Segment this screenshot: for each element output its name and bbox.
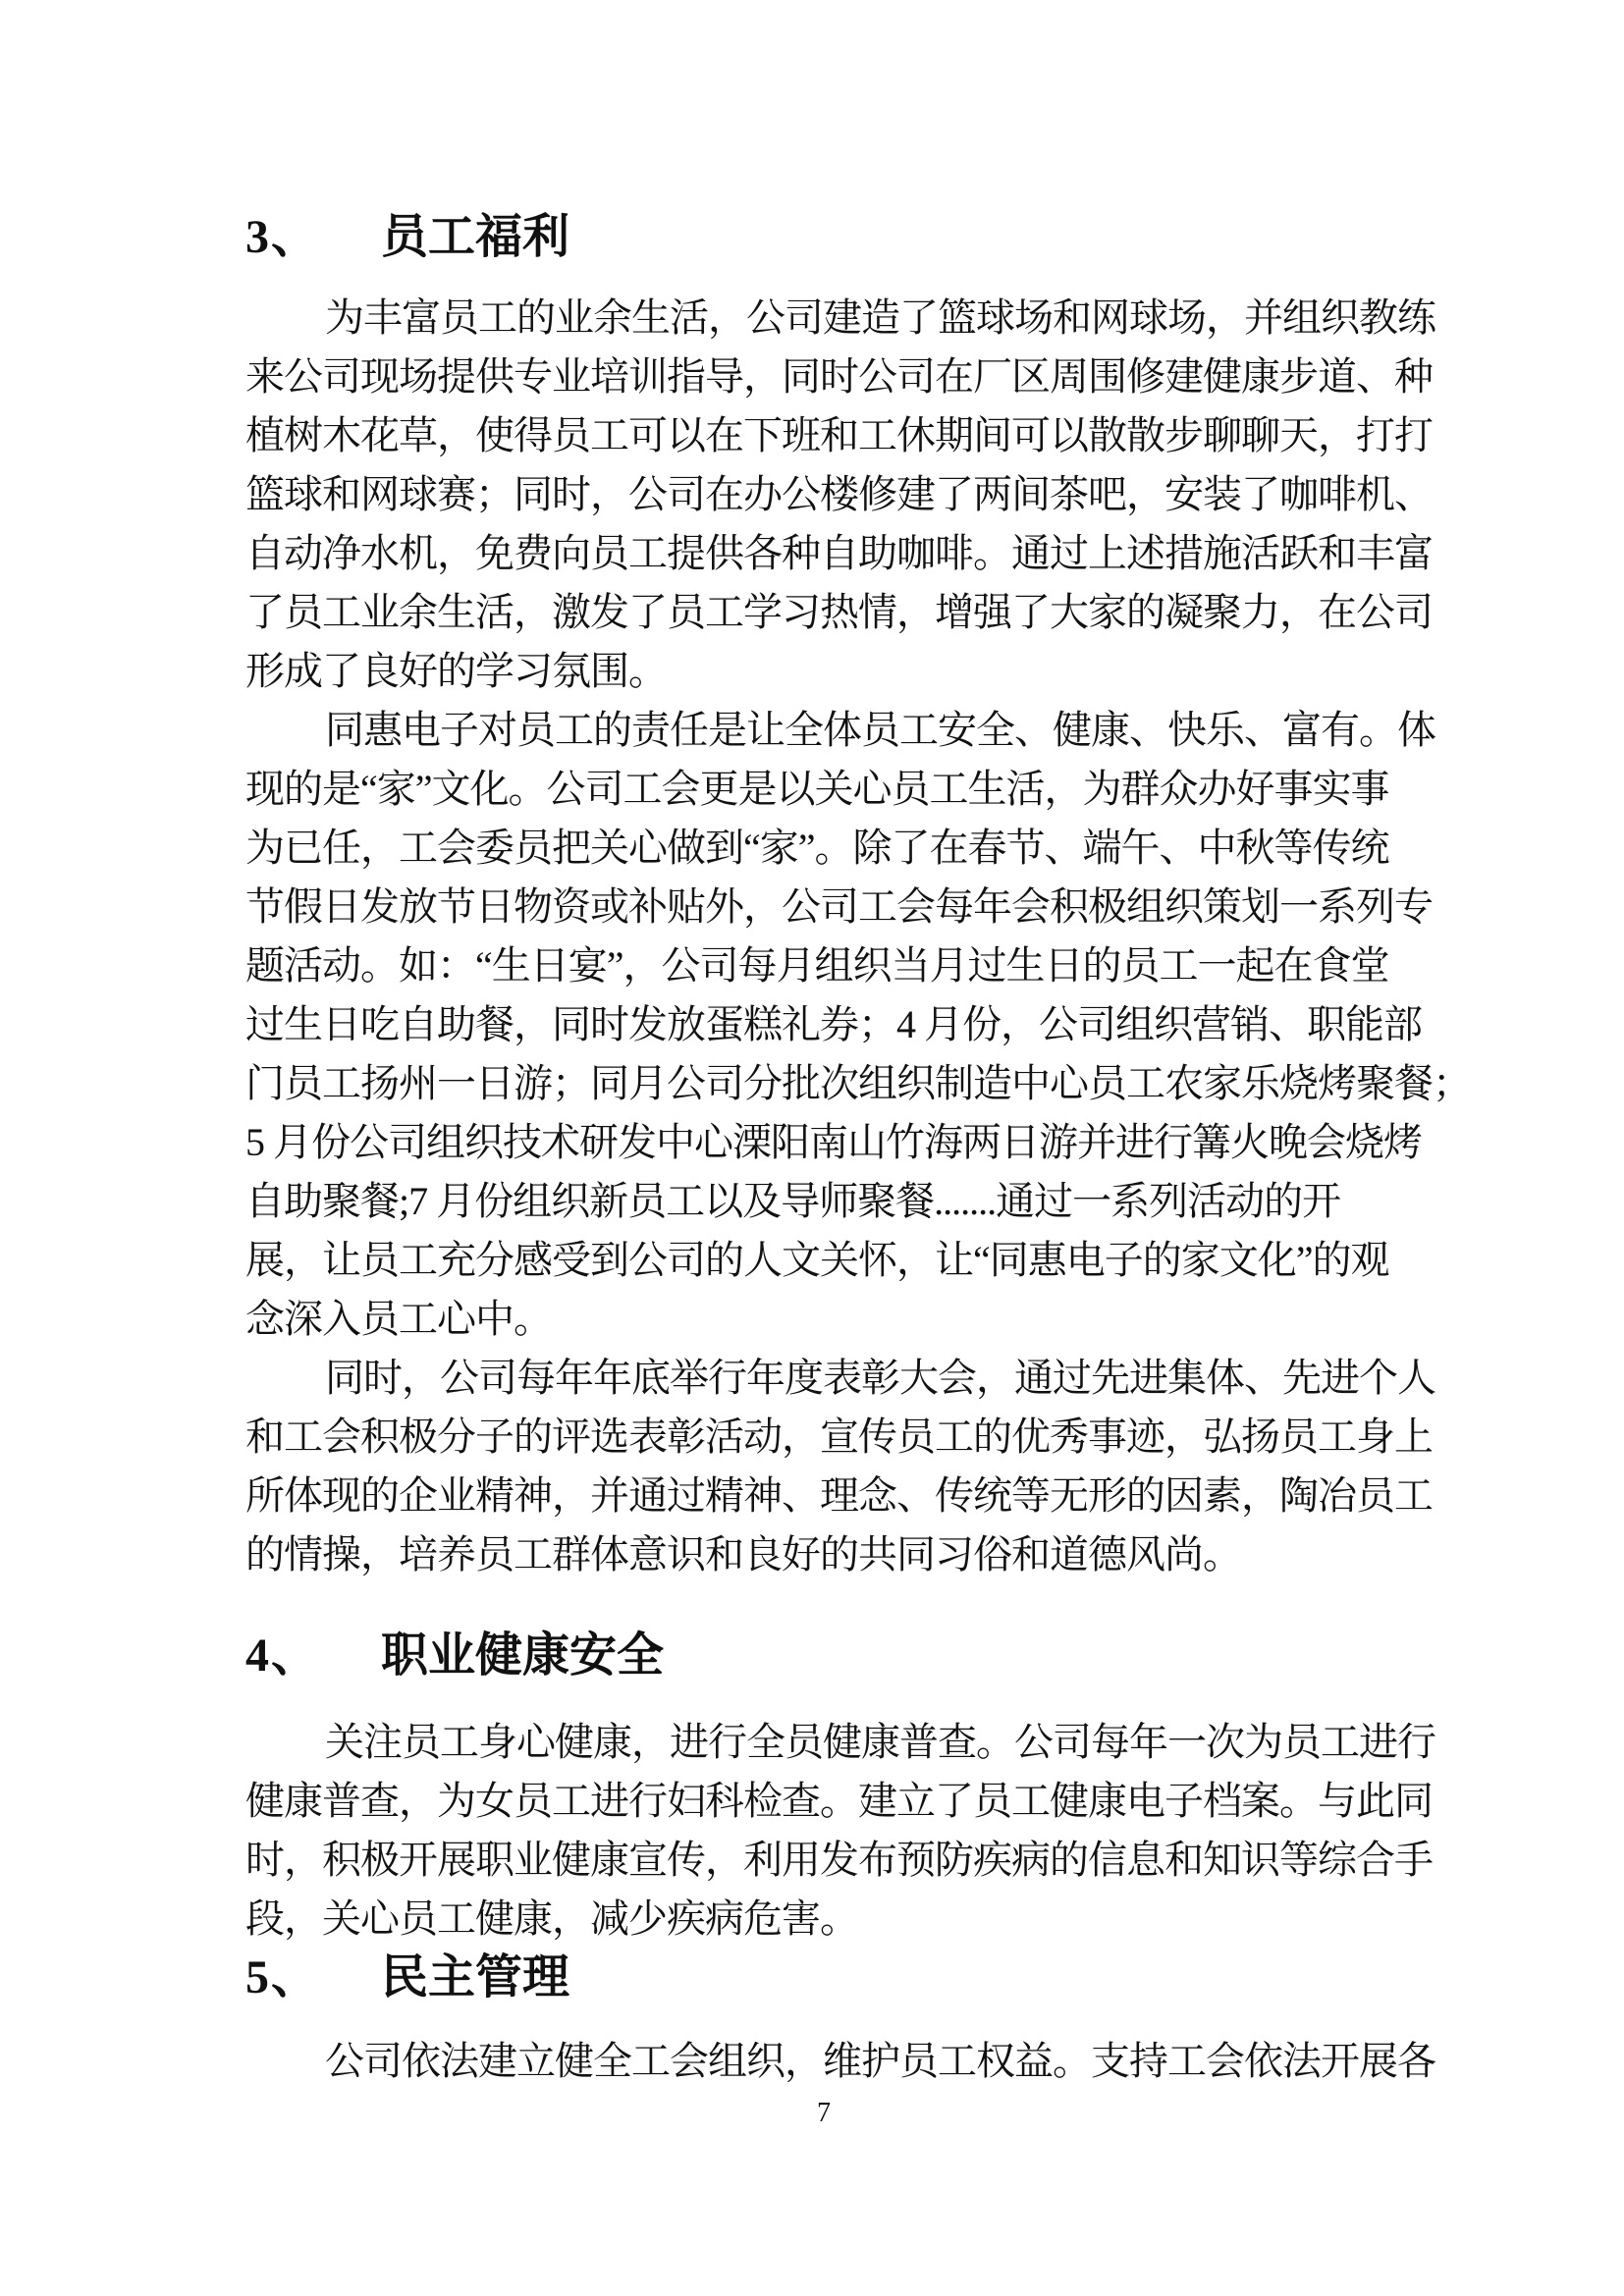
- text-line: 念深入员工心中。: [245, 1297, 552, 1341]
- text-line: 为丰富员工的业余生活，公司建造了篮球场和网球场，并组织教练: [325, 295, 1435, 340]
- heading-number: 5、: [245, 1951, 321, 2003]
- text-line: 公司依法建立健全工会组织，维护员工权益。支持工会依法开展各: [325, 2039, 1435, 2083]
- text-line: 段，关心员工健康，减少疾病危害。: [245, 1896, 858, 1941]
- section-heading-4: [245, 1620, 664, 1691]
- text-line: 同惠电子对员工的责任是让全体员工安全、健康、快乐、富有。体: [325, 708, 1435, 752]
- heading-title: 员工福利: [381, 211, 570, 263]
- text-line: 过生日吃自助餐，同时发放蛋糕礼券；4 月份，公司组织营销、职能部: [245, 1002, 1422, 1046]
- heading-title: 民主管理: [381, 1951, 570, 2003]
- paragraph-3: [245, 1349, 1463, 1584]
- text-line: 时，积极开展职业健康宣传，利用发布预防疾病的信息和知识等综合手: [245, 1838, 1433, 1882]
- text-line: 同时，公司每年年底举行年度表彰大会，通过先进集体、先进个人: [325, 1356, 1435, 1400]
- text-line: 展，让员工充分感受到公司的人文关怀，让“同惠电子的家文化”的观: [245, 1238, 1389, 1282]
- text-line: 的情操，培养员工群体意识和良好的共同习俗和道德风尚。: [245, 1532, 1241, 1576]
- text-line: 现的是“家”文化。公司工会更是以关心员工生活，为群众办好事实事: [245, 767, 1389, 811]
- text-line: 关注员工身心健康，进行全员健康普查。公司每年一次为员工进行: [325, 1720, 1435, 1764]
- page-number: 7: [817, 2098, 831, 2128]
- text-line: 门员工扬州一日游；同月公司分批次组织制造中心员工农家乐烧烤聚餐；: [245, 1061, 1471, 1105]
- heading-number: 3、: [245, 211, 321, 263]
- text-line: 和工会积极分子的评选表彰活动，宣传员工的优秀事迹，弘扬员工身上: [245, 1415, 1433, 1459]
- section-heading-3: [245, 201, 569, 273]
- text-line: 5 月份公司组织技术研发中心溧阳南山竹海两日游并进行篝火晚会烧烤: [245, 1120, 1422, 1164]
- text-line: 自动净水机，免费向员工提供各种自助咖啡。通过上述措施活跃和丰富: [245, 531, 1433, 575]
- heading-title: 职业健康安全: [381, 1629, 665, 1682]
- section-heading-5: [245, 1942, 569, 2013]
- text-line: 篮球和网球赛；同时，公司在办公楼修建了两间茶吧，安装了咖啡机、: [245, 472, 1433, 516]
- paragraph-5: [245, 2032, 1463, 2091]
- text-line: 健康普查，为女员工进行妇科检查。建立了员工健康电子档案。与此同: [245, 1779, 1433, 1823]
- text-line: 节假日发放节日物资或补贴外，公司工会每年会积极组织策划一系列专: [245, 884, 1433, 929]
- paragraph-1: [245, 289, 1463, 701]
- heading-number: 4、: [245, 1629, 321, 1682]
- text-line: 题活动。如：“生日宴”，公司每月组织当月过生日的员工一起在食堂: [245, 943, 1389, 988]
- paragraph-4: [245, 1713, 1463, 1949]
- text-line: 自助聚餐;7 月份组织新员工以及导师聚餐.......通过一系列活动的开: [245, 1179, 1341, 1223]
- text-line: 植树木花草，使得员工可以在下班和工休期间可以散散步聊聊天，打打: [245, 413, 1433, 457]
- text-line: 来公司现场提供专业培训指导，同时公司在厂区周围修建健康步道、种: [245, 354, 1433, 399]
- text-line: 形成了良好的学习氛围。: [245, 649, 667, 693]
- text-line: 了员工业余生活，激发了员工学习热情，增强了大家的凝聚力，在公司: [245, 590, 1433, 634]
- text-line: 为已任，工会委员把关心做到“家”。除了在春节、端午、中秋等传统: [245, 826, 1389, 870]
- paragraph-2: [245, 701, 1471, 1349]
- text-line: 所体现的企业精神，并通过精神、理念、传统等无形的因素，陶冶员工: [245, 1473, 1433, 1518]
